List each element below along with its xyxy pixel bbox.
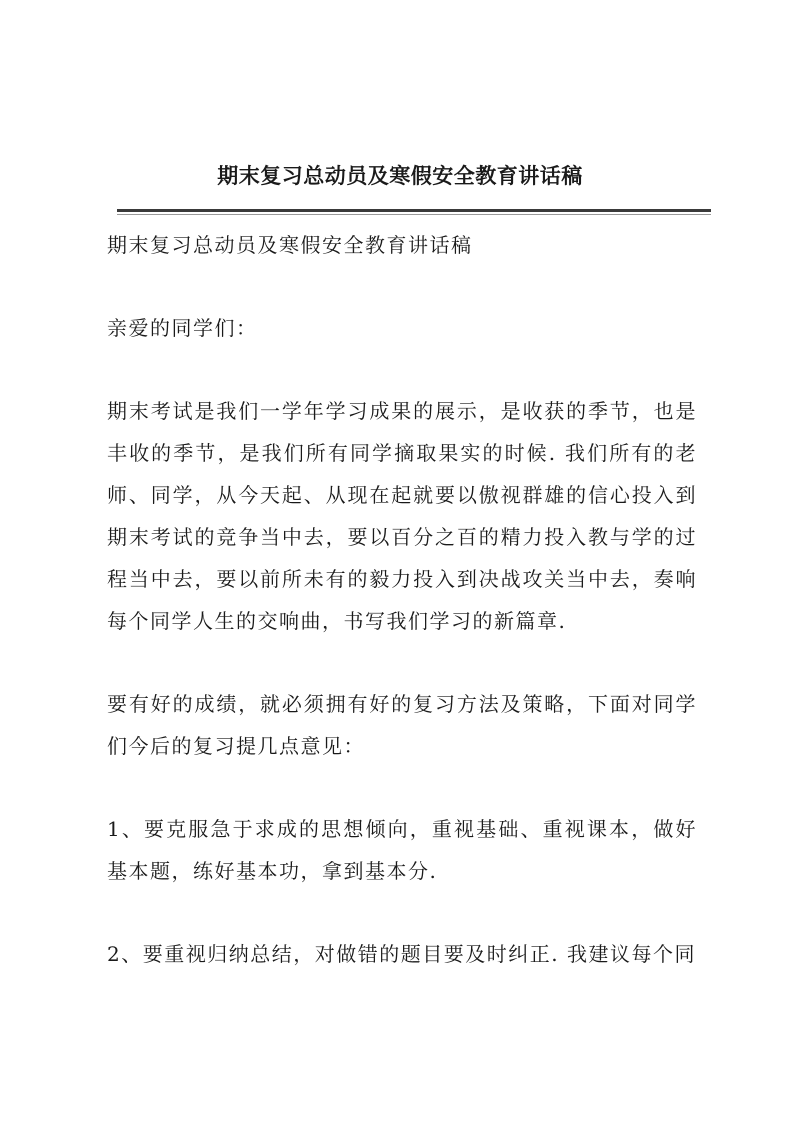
paragraph-point-2: 2、要重视归纳总结，对做错的题目要及时纠正. 我建议每个同 bbox=[107, 942, 696, 966]
document-body bbox=[107, 224, 697, 1016]
paragraph-point-1: 1、要克服急于求成的思想倾向，重视基础、重视课本，做好基本题，练好基本功，拿到基本分. bbox=[107, 817, 697, 883]
paragraph-subtitle: 期末复习总动员及寒假安全教育讲话稿 bbox=[107, 233, 473, 257]
paragraph-intro: 期末考试是我们一学年学习成果的展示，是收获的季节，也是丰收的季节，是我们所有同学摘取果实的时候. 我们所有的老师、同学，从今天起、从现在起就要以傲视群雄的信心投入到期末考试的竞争当中去，要以百分之百的精力投入教与学的过程当中去，要以前所未有的毅力投入到决战攻关当中去，奏响每个同学人生的交响曲，书写我们学习的新篇章. bbox=[107, 399, 697, 633]
document-title: 期末复习总动员及寒假安全教育讲话稿 bbox=[217, 163, 583, 188]
paragraph-greeting: 亲爱的同学们： bbox=[107, 316, 258, 340]
paragraph-advice-lead: 要有好的成绩，就必须拥有好的复习方法及策略，下面对同学们今后的复习提几点意见： bbox=[107, 692, 697, 758]
title-divider bbox=[117, 209, 711, 212]
